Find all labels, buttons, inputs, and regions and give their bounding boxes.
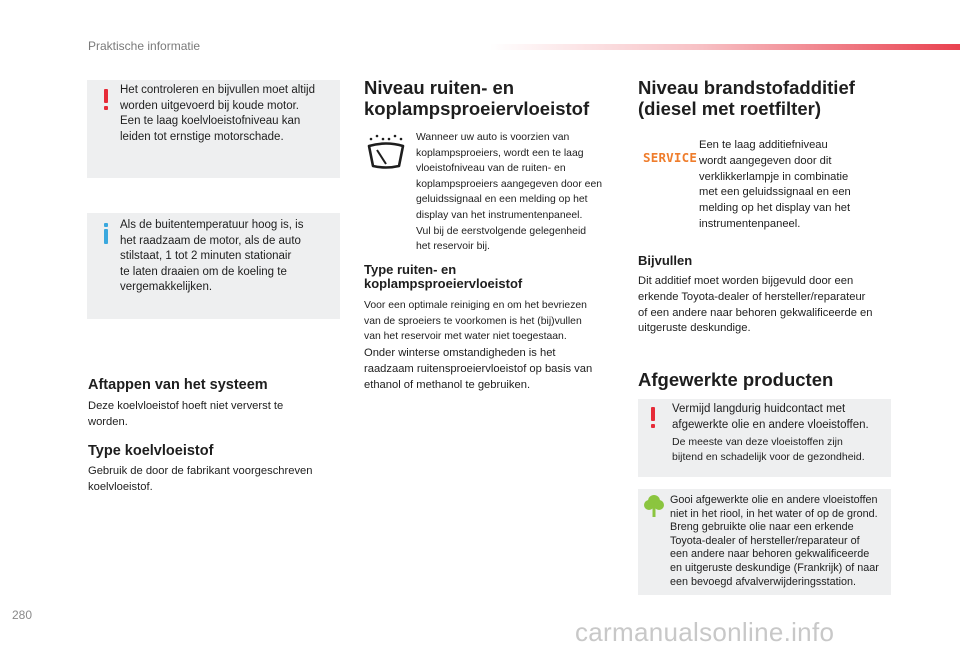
header-accent-bar — [490, 44, 960, 50]
refill-heading: Bijvullen — [638, 253, 693, 268]
watermark: carmanualsonline.info — [575, 617, 835, 647]
washer-type-heading: Type ruiten- en koplampsproeiervloeistof — [364, 262, 523, 291]
coolant-type-text: Gebruik de door de fabrikant voorgeschreven koelvloeistof. — [88, 465, 313, 493]
warning-exclamation-icon — [103, 89, 111, 111]
info-icon — [103, 223, 111, 245]
waste-warning-text: Vermijd langdurig huidcontact met afgewerkte olie en andere vloeistoffen. — [672, 403, 869, 431]
washer-fluid-intro: Wanneer uw auto is voorzien van koplampsproeiers, wordt een te laag vloeistofniveau van de ruiten- en koplampsproeiers aangegeven door een geluidssignaal en een melding op het display van het instrumentenpaneel. Vul bij de eerstvolgende gelegenheid het reservoir bij. — [416, 132, 603, 253]
fuel-additive-heading: Niveau brandstofadditief (diesel met roetfilter) — [638, 77, 855, 119]
washer-winter-text: Onder winterse omstandigheden is het raadzaam ruitensproeiervloeistof op basis van ethanol of methanol te gebruiken. — [364, 347, 593, 391]
eco-disposal-text: Gooi afgewerkte olie en andere vloeistoffen niet in het riool, in het water of op de grond. Breng gebruikte olie naar een erkende Toyota-dealer of hersteller/reparateur of een andere naar behoren gekwalificeerde en uitgeruste deskundige (Frankrijk) of naar een bevoegd afvalverwijderingsstation. — [670, 494, 879, 588]
waste-warning-box — [638, 399, 891, 477]
waste-products-heading: Afgewerkte producten — [638, 369, 834, 390]
eco-disposal-box — [638, 489, 891, 595]
windshield-washer-icon — [366, 133, 406, 173]
coolant-info-box — [87, 213, 340, 319]
page-number: 280 — [12, 608, 33, 622]
drain-text: Deze koelvloeistof hoeft niet ververst te worden. — [88, 400, 284, 428]
section-label: Praktische informatie — [88, 39, 201, 53]
coolant-type-heading: Type koelvloeistof — [88, 443, 214, 459]
coolant-warning-text: Het controleren en bijvullen moet altijd worden uitgevoerd bij koude motor. Een te laag koelvloeistofniveau kan leiden tot ernstige motorschade. — [120, 84, 315, 143]
warning-exclamation-icon — [650, 407, 658, 429]
drain-heading: Aftappen van het systeem — [88, 377, 268, 393]
coolant-warning-box — [87, 80, 340, 178]
washer-fluid-heading: Niveau ruiten- en koplampsproeiervloeistof — [364, 77, 590, 119]
fuel-additive-text: Een te laag additiefniveau wordt aangegeven door dit verklikkerlampje in combinatie met een geluidssignaal en een melding op het display van het instrumentenpaneel. — [699, 139, 851, 230]
washer-type-text: Voor een optimale reiniging en om het bevriezen van de sproeiers te voorkomen is het (bij)vullen van het reservoir met water niet toegestaan. — [364, 300, 587, 343]
tree-icon — [643, 494, 665, 518]
refill-text: Dit additief moet worden bijgevuld door een erkende Toyota-dealer of hersteller/reparateur of een andere naar behoren gekwalificeerde en uitgeruste deskundige. — [638, 275, 873, 335]
waste-warning-note: De meeste van deze vloeistoffen zijn bijtend en schadelijk voor de gezondheid. — [672, 436, 865, 463]
coolant-info-text: Als de buitentemperatuur hoog is, is het raadzaam de motor, als de auto stilstaat, 1 tot 2 minuten stationair te laten draaien om de koeling te vergemakkelijken. — [120, 219, 304, 293]
service-warning-icon: SERVICE — [643, 150, 698, 165]
